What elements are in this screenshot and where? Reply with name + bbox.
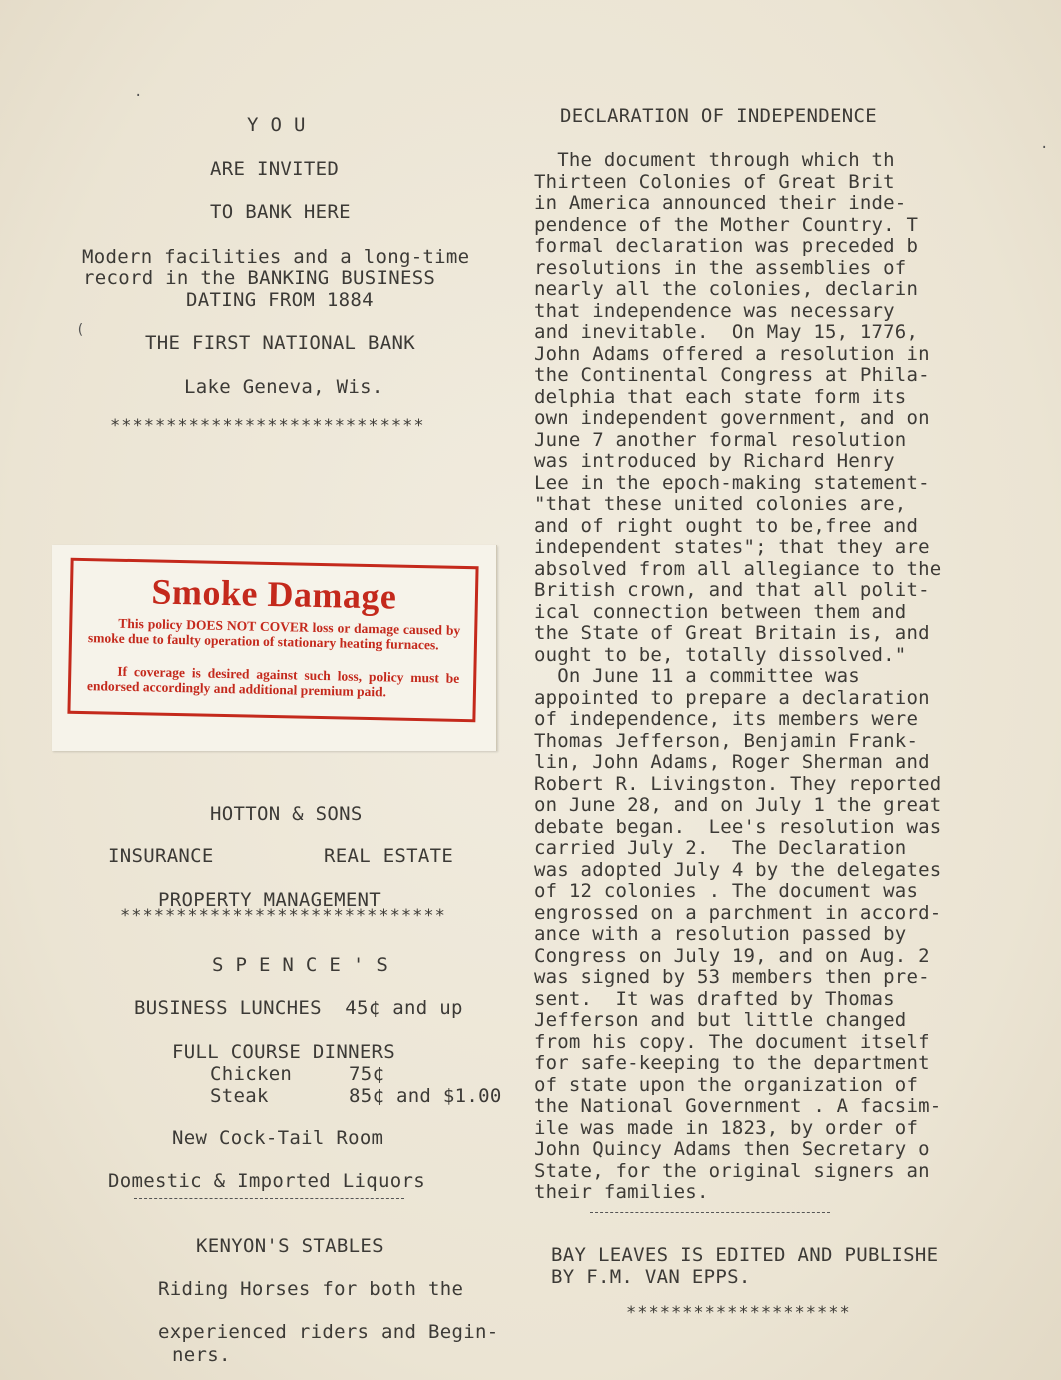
riding-line-2: experienced riders and Begin-	[158, 1321, 499, 1343]
declaration-line: was adopted July 4 by the delegates	[534, 858, 942, 881]
declaration-line: John Quincy Adams then Secretary o	[534, 1138, 930, 1160]
ink-speck: ·	[134, 88, 143, 104]
ink-speck: (	[76, 322, 85, 338]
declaration-line: for safe-keeping to the department	[534, 1052, 930, 1074]
declaration-line: that independence was necessary	[534, 299, 895, 322]
declaration-line: ical connection between them and	[534, 600, 907, 623]
declaration-line: formal declaration was preceded b	[534, 235, 919, 257]
declaration-line: State, for the original signers an	[534, 1159, 930, 1182]
declaration-line: "that these united colonies are,	[534, 493, 907, 515]
declaration-line: of state upon the organization of	[534, 1073, 919, 1096]
modern-facilities-line-3: DATING FROM 1884	[186, 289, 374, 311]
chicken-price: 75¢	[349, 1063, 385, 1085]
declaration-line: absolved from all allegiance to the	[534, 557, 942, 580]
full-course-dinners-line: FULL COURSE DINNERS	[172, 1041, 396, 1063]
declaration-body	[534, 150, 984, 1204]
property-management-label: PROPERTY MANAGEMENT	[158, 889, 382, 911]
declaration-line: ought to be, totally dissolved."	[534, 643, 907, 666]
spences-heading: S P E N C E ' S	[212, 954, 389, 976]
you-heading: Y O U	[247, 114, 306, 136]
sticker-paragraph-2: If coverage is desired against such loss, policy must be endorsed accordingly and additional premium paid.	[86, 663, 460, 700]
declaration-line: ile was made in 1823, by order of	[534, 1116, 919, 1139]
publisher-line-2: BY F.M. VAN EPPS.	[551, 1266, 751, 1288]
steak-price: 85¢ and $1.00	[349, 1085, 502, 1107]
declaration-line: Congress on July 19, and on Aug. 2	[534, 944, 930, 967]
declaration-line: Thomas Jefferson, Benjamin Frank-	[534, 729, 919, 752]
real-estate-label: REAL ESTATE	[324, 845, 454, 867]
declaration-line: Lee in the epoch-making statement-	[534, 471, 930, 494]
declaration-line: of independence, its members were	[534, 708, 919, 730]
declaration-line: British crown, and that all polit-	[534, 579, 930, 601]
declaration-line: on June 28, and on July 1 the great	[534, 794, 942, 816]
business-lunches-line: BUSINESS LUNCHES 45¢ and up	[134, 997, 463, 1019]
declaration-line: from his copy. The document itself	[534, 1030, 930, 1053]
declaration-line: nearly all the colonies, declarin	[534, 278, 919, 300]
declaration-line: debate began. Lee's resolution was	[534, 815, 942, 838]
declaration-line: in America announced their inde-	[534, 192, 907, 214]
sticker-paragraph-1: This policy DOES NOT COVER loss or damage caused by smoke due to faulty operation of stationary heating furnaces.	[87, 615, 461, 653]
smoke-damage-sticker	[67, 558, 478, 723]
declaration-line: engrossed on a parchment in accord-	[534, 901, 942, 924]
to-bank-line: TO BANK HERE	[210, 201, 351, 223]
declaration-line: Jefferson and but little changed	[534, 1009, 907, 1031]
declaration-line: the Continental Congress at Phila-	[534, 364, 930, 386]
declaration-line: sent. It was drafted by Thomas	[534, 987, 895, 1010]
liquors-line: Domestic & Imported Liquors	[108, 1170, 425, 1192]
declaration-line: independent states"; that they are	[534, 536, 930, 558]
declaration-line: The document through which th	[534, 149, 895, 171]
modern-facilities-line-2: record in the BANKING BUSINESS	[83, 267, 436, 289]
kenyons-heading: KENYON'S STABLES	[196, 1235, 384, 1257]
declaration-line: Robert R. Livingston. They reported	[534, 772, 942, 795]
hotton-heading: HOTTON & SONS	[210, 803, 363, 825]
cocktail-room-line: New Cock-Tail Room	[172, 1127, 384, 1149]
declaration-line: ance with a resolution passed by	[534, 923, 907, 945]
declaration-line: own independent government, and on	[534, 407, 930, 429]
bank-name: THE FIRST NATIONAL BANK	[145, 332, 415, 354]
star-divider-2: *****************************	[120, 906, 446, 926]
bank-location: Lake Geneva, Wis.	[184, 376, 384, 398]
declaration-line: On June 11 a committee was	[534, 665, 860, 687]
declaration-line: of 12 colonies . The document was	[534, 880, 919, 902]
riding-line-1: Riding Horses for both the	[158, 1278, 464, 1300]
declaration-line: the National Government . A facsim-	[534, 1095, 942, 1117]
riding-line-3: ners.	[172, 1344, 231, 1366]
modern-facilities-line-1: Modern facilities and a long-time	[82, 246, 470, 268]
declaration-line: and of right ought to be,free and	[534, 514, 919, 537]
declaration-line: June 7 another formal resolution	[534, 428, 907, 451]
declaration-line: and inevitable. On May 15, 1776,	[534, 321, 919, 343]
declaration-line: the State of Great Britain is, and	[534, 622, 930, 644]
declaration-line: their families.	[534, 1181, 709, 1203]
declaration-line: delphia that each state form its	[534, 385, 907, 408]
declaration-line: resolutions in the assemblies of	[534, 256, 907, 279]
dashed-rule-left	[134, 1198, 404, 1199]
declaration-line: pendence of the Mother Country. T	[534, 213, 919, 236]
ink-speck: ·	[1040, 140, 1049, 156]
declaration-line: lin, John Adams, Roger Sherman and	[534, 751, 930, 773]
declaration-line: was introduced by Richard Henry	[534, 450, 895, 472]
declaration-heading: DECLARATION OF INDEPENDENCE	[560, 105, 877, 127]
sticker-title: Smoke Damage	[151, 571, 397, 617]
declaration-line: was signed by 53 members then pre-	[534, 966, 930, 988]
chicken-label: Chicken	[210, 1063, 293, 1085]
declaration-line: Thirteen Colonies of Great Brit	[534, 170, 895, 193]
publisher-line-1: BAY LEAVES IS EDITED AND PUBLISHE	[551, 1244, 939, 1266]
declaration-line: carried July 2. The Declaration	[534, 837, 907, 859]
steak-label: Steak	[210, 1085, 269, 1107]
star-divider-3: ********************	[626, 1303, 851, 1323]
declaration-line: John Adams offered a resolution in	[534, 342, 930, 365]
insurance-label: INSURANCE	[108, 845, 214, 867]
star-divider-1: ****************************	[110, 416, 425, 436]
dashed-rule-right	[590, 1212, 830, 1213]
invited-line: ARE INVITED	[210, 158, 340, 180]
declaration-line: appointed to prepare a declaration	[534, 686, 930, 709]
